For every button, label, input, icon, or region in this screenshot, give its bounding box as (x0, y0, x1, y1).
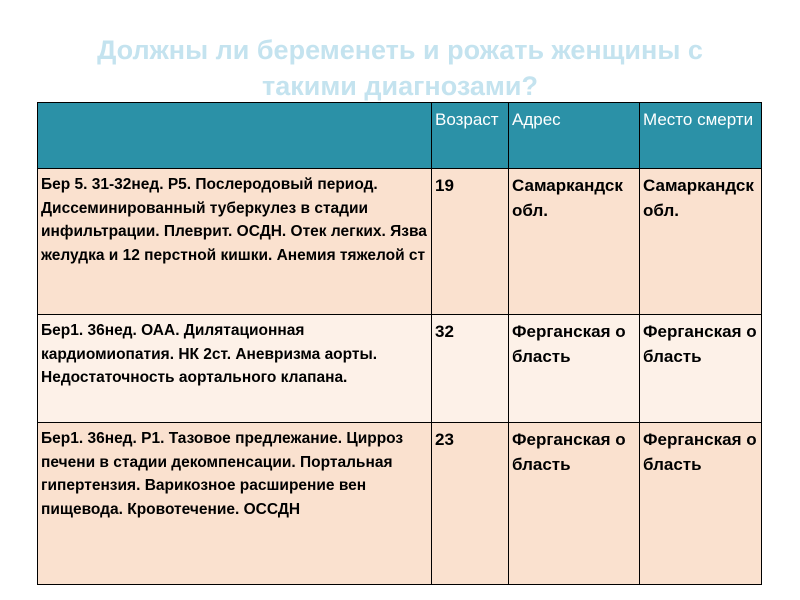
cell-age: 19 (432, 169, 509, 315)
header-age: Возраст (432, 103, 509, 169)
page-title-line-2: такими диагнозами? (261, 71, 538, 101)
header-death-place: Место смерти (640, 103, 762, 169)
diagnosis-table (37, 102, 762, 585)
header-address: Адрес (509, 103, 640, 169)
cell-age: 32 (432, 315, 509, 423)
table-row (38, 169, 762, 315)
cell-diagnosis: Бер1. 36нед. ОАА. Дилятационная кардиомиопатия. НК 2ст. Аневризма аорты. Недостаточность аортального клапана. (38, 315, 432, 423)
cell-address: Ферганская область (509, 315, 640, 423)
page-title (0, 32, 800, 104)
table-row (38, 315, 762, 423)
cell-address: Самаркандск обл. (509, 169, 640, 315)
cell-diagnosis: Бер1. 36нед. Р1. Тазовое предлежание. Цирроз печени в стадии декомпенсации. Портальная гипертензия. Варикозное расширение вен пищевода. Кровотечение. ОССДН (38, 423, 432, 585)
cell-death-place: Самаркандск обл. (640, 169, 762, 315)
page-title-line-1: Должны ли беременеть и рожать женщины с (97, 35, 703, 65)
cell-diagnosis: Бер 5. 31-32нед. Р5. Послеродовый период. Диссеминированный туберкулез в стадии инфильтрации. Плеврит. ОСДН. Отек легких. Язва желудка и 12 перстной кишки. Анемия тяжелой ст (38, 169, 432, 315)
cell-death-place: Ферганская область (640, 315, 762, 423)
header-diagnosis (38, 103, 432, 169)
cell-age: 23 (432, 423, 509, 585)
table-header-row (38, 103, 762, 169)
table-row (38, 423, 762, 585)
cell-death-place: Ферганская область (640, 423, 762, 585)
cell-address: Ферганская область (509, 423, 640, 585)
